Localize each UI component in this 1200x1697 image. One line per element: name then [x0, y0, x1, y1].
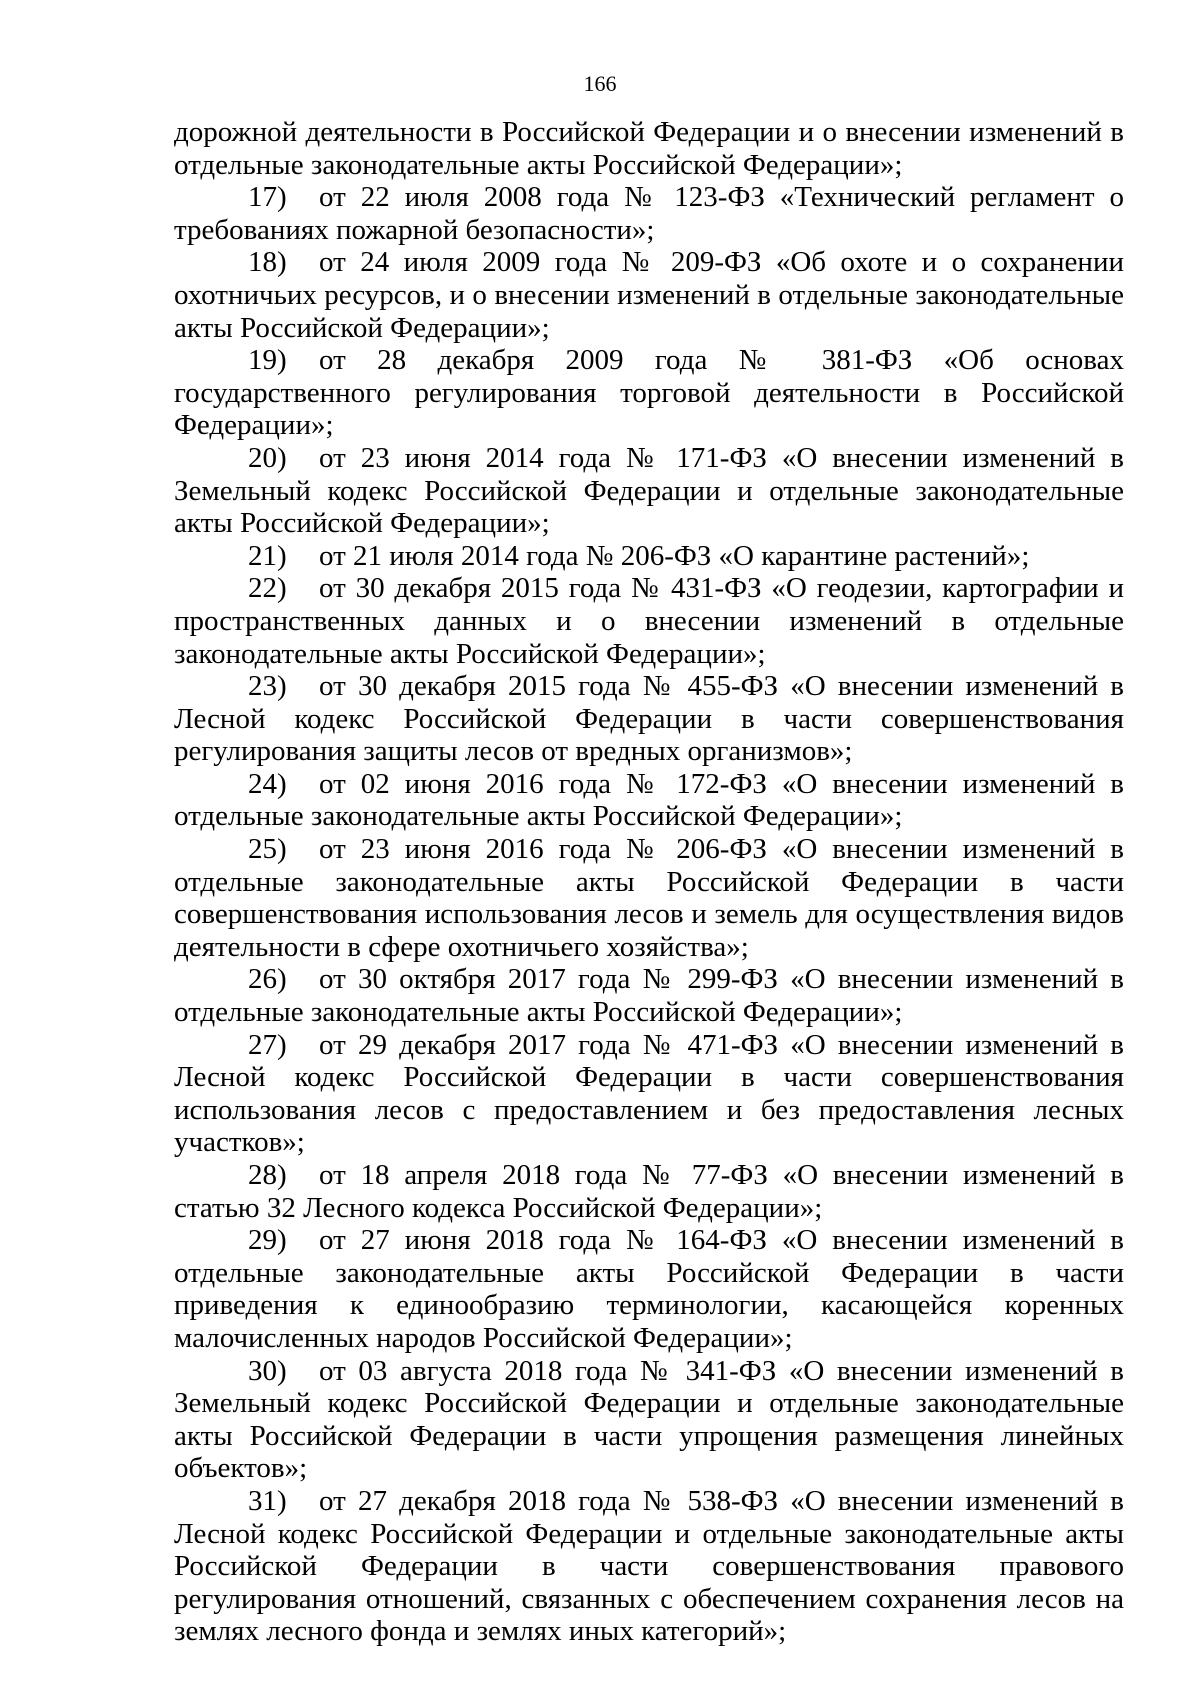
item-text: от 30 декабря 2015 года № 455-ФЗ «О внесении изменений в Лесной кодекс Российской Федерации в части совершенствования регулирования защиты лесов от вредных организмов»;	[174, 670, 1124, 768]
item-number: 29)	[248, 1224, 287, 1257]
item-text: от 21 июля 2014 года № 206-ФЗ «О карантине растений»;	[319, 539, 1030, 572]
list-item	[174, 540, 1124, 573]
lead-paragraph: дорожной деятельности в Российской Федерации и о внесении изменений в отдельные законодательные акты Российской Федерации»;	[174, 116, 1124, 181]
item-text: от 30 октября 2017 года № 299-ФЗ «О внесении изменений в отдельные законодательные акты Российской Федерации»;	[174, 963, 1124, 1029]
document-body	[174, 116, 1124, 1648]
item-number: 26)	[248, 963, 287, 996]
list-item	[174, 1485, 1124, 1648]
list-item	[174, 1029, 1124, 1159]
list-item	[174, 768, 1124, 833]
page-number: 166	[583, 71, 617, 96]
item-text: от 30 декабря 2015 года № 431-ФЗ «О геодезии, картографии и пространственных данных и о внесении изменений в отдельные законодательные акты Российской Федерации»;	[174, 572, 1124, 670]
item-number: 27)	[248, 1028, 287, 1061]
item-number: 31)	[248, 1484, 287, 1517]
list-item	[174, 442, 1124, 540]
list-item	[174, 246, 1124, 344]
list-item	[174, 1159, 1124, 1224]
item-text: от 24 июля 2009 года № 209-ФЗ «Об охоте и о сохранении охотничьих ресурсов, и о внесении изменений в отдельные законодательные акты Российской Федерации»;	[174, 246, 1124, 344]
list-item	[174, 670, 1124, 768]
item-text: от 27 декабря 2018 года № 538-ФЗ «О внесении изменений в Лесной кодекс Российской Федерации и отдельные законодательные акты Российской Федерации в части совершенствования правового регулирования отношений, связанных с обеспечением сохранения лесов на землях лесного фонда и землях иных категорий»;	[174, 1484, 1124, 1648]
item-number: 21)	[248, 539, 287, 572]
item-number: 18)	[248, 246, 287, 279]
item-text: от 29 декабря 2017 года № 471-ФЗ «О внесении изменений в Лесной кодекс Российской Федерации в части совершенствования использования лесов с предоставлением и без предоставления лесных участков»;	[174, 1028, 1124, 1159]
item-text: от 22 июля 2008 года № 123-ФЗ «Технический регламент о требованиях пожарной безопасности»;	[174, 181, 1124, 246]
item-text: от 23 июня 2016 года № 206-ФЗ «О внесении изменений в отдельные законодательные акты Российской Федерации в части совершенствования использования лесов и земель для осуществления видов деятельности в сфере охотничьего хозяйства»;	[174, 833, 1124, 963]
item-text: от 23 июня 2014 года № 171-ФЗ «О внесении изменений в Земельный кодекс Российской Федерации и отдельные законодательные акты Российской Федерации»;	[174, 441, 1124, 540]
list-item	[174, 344, 1124, 442]
item-text: от 02 июня 2016 года № 172-ФЗ «О внесении изменений в отдельные законодательные акты Российской Федерации»;	[174, 767, 1124, 833]
item-number: 19)	[248, 344, 287, 377]
item-text: от 03 августа 2018 года № 341-ФЗ «О внесении изменений в Земельный кодекс Российской Федерации и отдельные законодательные акты Российской Федерации в части упрощения размещения линейных объектов»;	[174, 1354, 1124, 1485]
list-item	[174, 963, 1124, 1028]
item-number: 30)	[248, 1354, 287, 1387]
item-text: от 27 июня 2018 года № 164-ФЗ «О внесении изменений в отдельные законодательные акты Российской Федерации в части приведения к единообразию терминологии, касающейся коренных малочисленных народов Российской Федерации»;	[174, 1224, 1124, 1354]
item-number: 25)	[248, 833, 287, 866]
list-item	[174, 1355, 1124, 1485]
item-number: 28)	[248, 1159, 287, 1191]
item-number: 20)	[248, 441, 287, 474]
item-text: от 28 декабря 2009 года № 381-ФЗ «Об основах государственного регулирования торговой деятельности в Российской Федерации»;	[174, 344, 1124, 442]
item-text: от 18 апреля 2018 года № 77-ФЗ «О внесении изменений в статью 32 Лесного кодекса Российской Федерации»;	[174, 1159, 1124, 1224]
list-item	[174, 572, 1124, 670]
item-number: 24)	[248, 767, 287, 800]
item-number: 17)	[248, 181, 287, 214]
list-item	[174, 181, 1124, 246]
list-item	[174, 833, 1124, 963]
item-number: 22)	[248, 572, 287, 605]
list-item	[174, 1224, 1124, 1354]
item-number: 23)	[248, 670, 287, 703]
